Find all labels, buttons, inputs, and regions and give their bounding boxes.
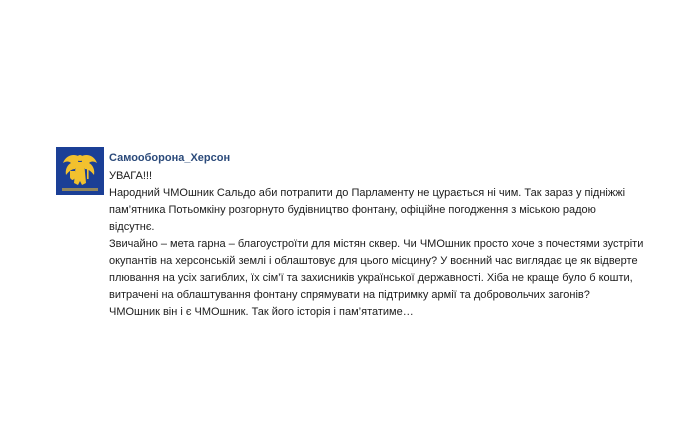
post-text-line: Звичайно – мета гарна – благоустроїти для містян сквер. Чи ЧМОшник просто хоче з почестями зустріти (109, 238, 644, 250)
post-text-line: відсутнє. (109, 221, 155, 233)
post-text-line: плювання на усіх загиблих, їх сім’ї та захисників української державності. Хіба не краще було б кошти, (109, 272, 633, 284)
author-name-link[interactable]: Самооборона_Херсон (109, 152, 231, 164)
post-content (109, 151, 644, 321)
post-text-line: УВАГА!!! (109, 170, 153, 182)
post-text-line: витрачені на облаштування фонтану спрямувати на підтримку армії та добровольчих загонів? (109, 289, 590, 301)
post-text-line: окупантів на херсонській землі і облаштовує для цього місцину? У воєнний час виглядає це як відверте (109, 255, 638, 267)
post-text-line: ЧМОшник він і є ЧМОшник. Так його історія і пам’ятатиме… (109, 306, 414, 318)
avatar[interactable] (56, 147, 104, 195)
post-text-line: Народний ЧМОшник Сальдо аби потрапити до Парламенту не цурається ні чим. Так зараз у підніжжі (109, 187, 626, 199)
post-text-line: пам’ятника Потьомкіну розгорнуто будівництво фонтану, офіційне погодження з міською радою (109, 204, 596, 216)
post-text (109, 168, 644, 321)
archangel-emblem-icon (56, 147, 104, 195)
